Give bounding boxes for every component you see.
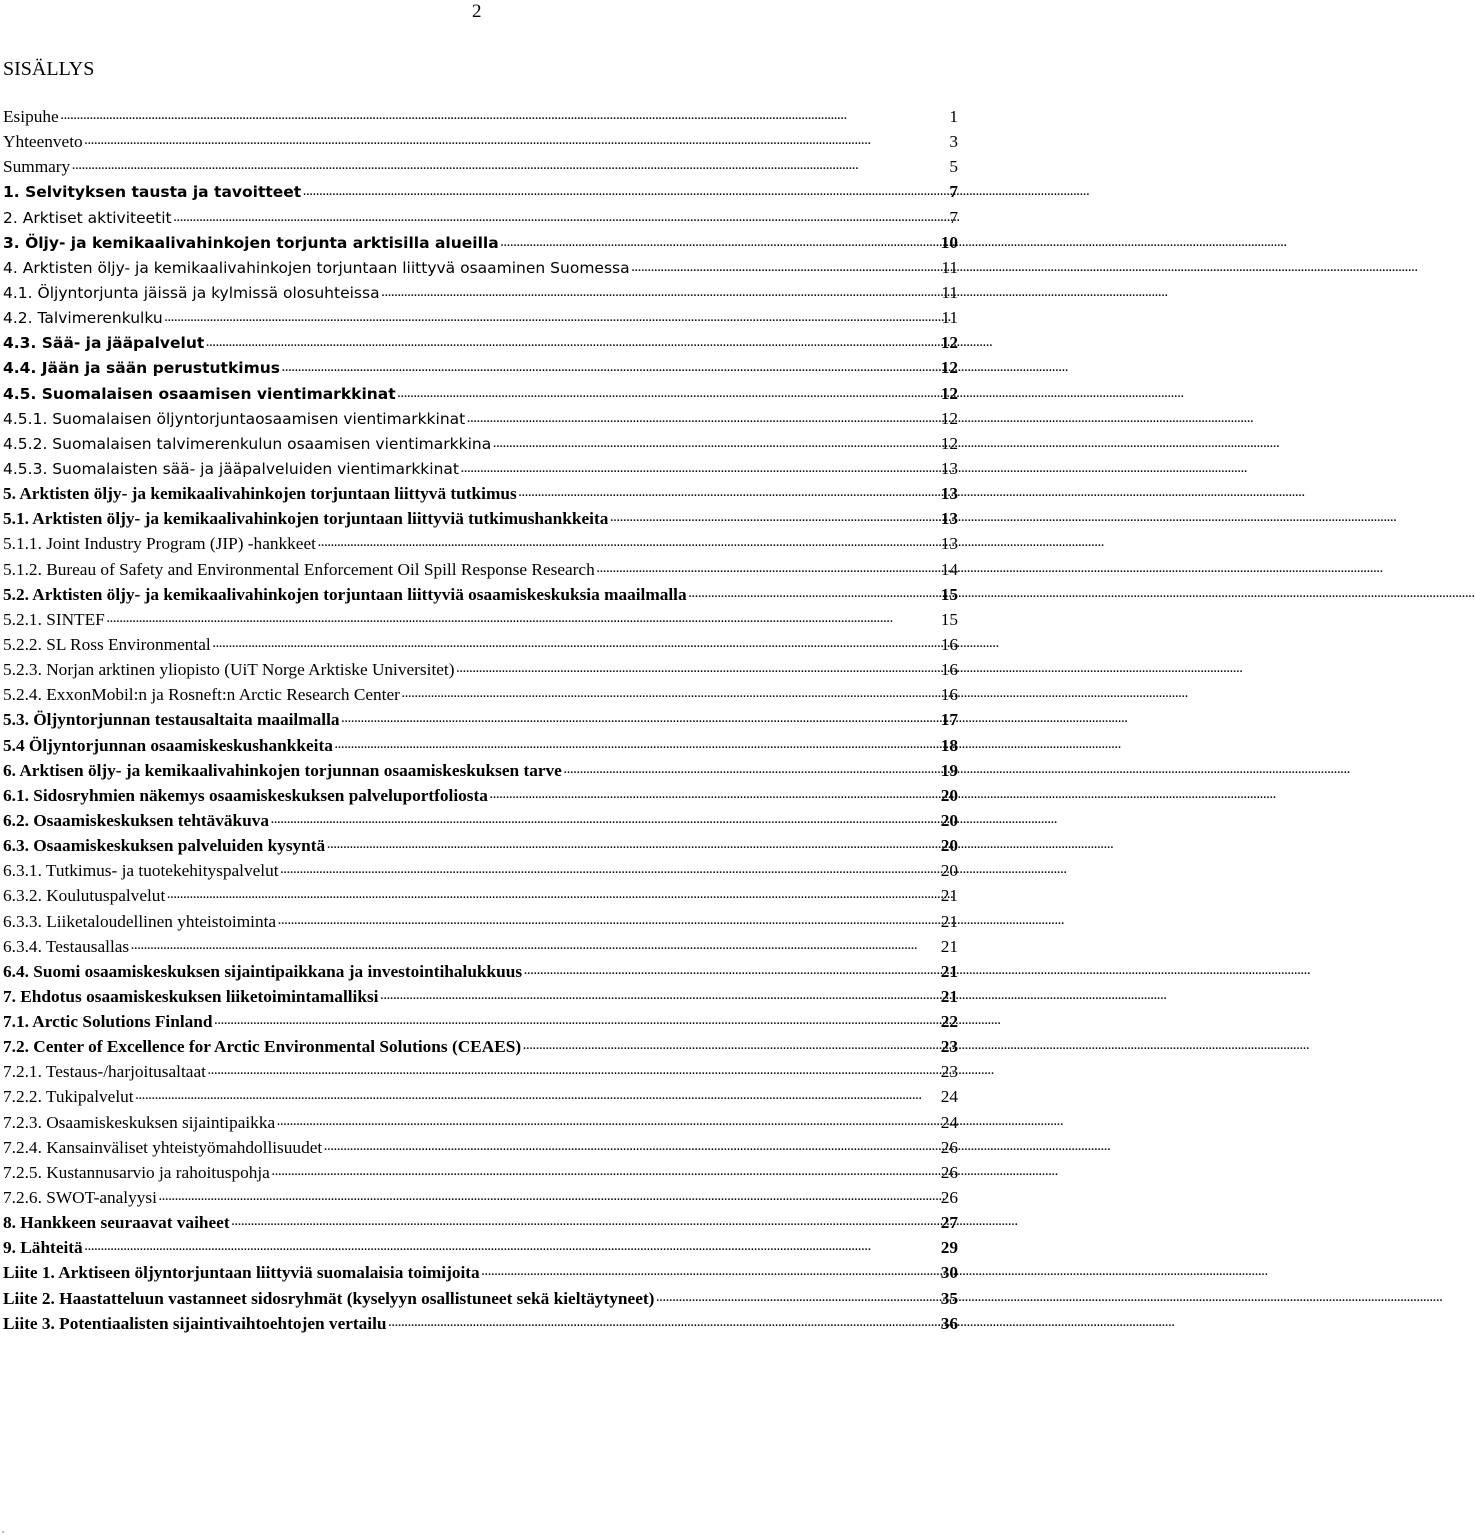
toc-dot-leader	[83, 1235, 896, 1260]
toc-entry-page: 24	[940, 1087, 958, 1107]
toc-entry-page: 16	[940, 685, 958, 705]
toc-entry-label: Liite 2. Haastatteluun vastanneet sidosryhmät (kyselyyn osallistuneet sekä kieltäytyneet)	[3, 1288, 655, 1308]
toc-entry-label: 5.2.4. ExxonMobil:n ja Rosneft:n Arctic Research Center	[3, 685, 400, 705]
toc-heading: SISÄLLYS	[3, 58, 95, 80]
toc-entry[interactable]	[3, 456, 958, 481]
toc-entry[interactable]	[3, 783, 958, 808]
toc-entry[interactable]	[3, 330, 958, 355]
toc-entry[interactable]	[3, 1260, 958, 1285]
toc-entry-label: 7.1. Arctic Solutions Finland	[3, 1012, 213, 1032]
toc-entry-leader	[3, 481, 896, 506]
toc-entry[interactable]	[3, 1160, 958, 1185]
toc-entry-page: 12	[940, 408, 958, 428]
toc-entry-leader	[3, 457, 896, 482]
toc-entry-label: 3. Öljy- ja kemikaalivahinkojen torjunta arktisilla alueilla	[3, 233, 499, 252]
toc-entry-label: 5.2.2. SL Ross Environmental	[3, 634, 211, 654]
toc-entry-label: 7.2. Center of Excellence for Arctic Environmental Solutions (CEAES)	[3, 1037, 522, 1057]
toc-entry-page: 12	[940, 383, 958, 403]
toc-entry-leader	[3, 632, 896, 657]
toc-dot-leader	[134, 1084, 923, 1109]
toc-entry[interactable]	[3, 934, 958, 959]
toc-entry-page: 12	[940, 333, 958, 353]
toc-dot-leader	[499, 231, 1288, 256]
toc-entry-leader	[3, 356, 896, 381]
toc-entry-page: 30	[940, 1263, 958, 1283]
toc-entry-label: Esipuhe	[3, 107, 59, 126]
toc-entry-leader	[3, 256, 896, 281]
toc-dot-leader	[465, 407, 1254, 432]
toc-entry[interactable]	[3, 104, 958, 129]
toc-entry-page: 36	[940, 1313, 958, 1333]
toc-entry-page: 21	[940, 936, 958, 956]
toc-entry-label: 2. Arktiset aktiviteetit	[3, 208, 172, 227]
toc-entry-label: 4.4. Jään ja sään perustutkimus	[3, 359, 281, 378]
toc-entry-label: Liite 1. Arktiseen öljyntorjuntaan liittyviä suomalaisia toimijoita	[3, 1263, 480, 1283]
toc-entry-label: 7.2.3. Osaamiskeskuksen sijaintipaikka	[3, 1112, 276, 1132]
toc-entry[interactable]	[3, 883, 958, 908]
toc-entry[interactable]	[3, 481, 958, 506]
toc-entry-label: 7. Ehdotus osaamiskeskuksen liiketoimintamalliksi	[3, 986, 379, 1006]
toc-entry-page: 26	[940, 1162, 958, 1182]
toc-entry-leader	[3, 883, 896, 908]
toc-dot-leader	[654, 1286, 1443, 1311]
toc-entry-label: 6.1. Sidosryhmien näkemys osaamiskeskuksen palveluportfoliosta	[3, 785, 488, 805]
toc-entry-leader	[3, 959, 896, 984]
toc-entry-leader	[3, 707, 896, 732]
toc-entry[interactable]	[3, 1084, 958, 1109]
toc-entry-label: 6.3.4. Testausallas	[3, 936, 130, 956]
toc-entry-page: 12	[940, 433, 958, 453]
toc-entry[interactable]	[3, 682, 958, 707]
toc-entry-page: 7	[949, 207, 958, 227]
toc-entry-page: 27	[940, 1213, 958, 1233]
toc-entry-page: 22	[940, 1012, 958, 1032]
toc-entry-label: 4.5.2. Suomalaisen talvimerenkulun osaamisen vientimarkkina	[3, 434, 492, 453]
toc-entry-label: 7.2.2. Tukipalvelut	[3, 1087, 134, 1107]
toc-entry-leader	[3, 808, 896, 833]
toc-entry-label: 5.1.2. Bureau of Safety and Environmental Enforcement Oil Spill Response Research	[3, 559, 595, 579]
toc-entry[interactable]	[3, 1210, 958, 1235]
toc-entry-label: 5.1. Arktisten öljy- ja kemikaalivahinkojen torjuntaan liittyviä tutkimushankkeita	[3, 509, 609, 529]
toc-entry-leader	[3, 1034, 896, 1059]
toc-entry[interactable]	[3, 179, 958, 204]
toc-entry-page: 18	[940, 735, 958, 755]
toc-entry-page: 16	[940, 634, 958, 654]
toc-entry-leader	[3, 682, 896, 707]
toc-entry-leader	[3, 934, 896, 959]
toc-dot-leader	[380, 281, 1169, 306]
toc-entry[interactable]	[3, 355, 958, 380]
toc-entry-page: 13	[940, 484, 958, 504]
toc-entry-label: 6.2. Osaamiskeskuksen tehtäväkuva	[3, 810, 269, 830]
toc-entry-page: 23	[940, 1062, 958, 1082]
toc-entry[interactable]	[3, 707, 958, 732]
toc-entry-page: 24	[940, 1112, 958, 1132]
toc-dot-leader	[630, 256, 1419, 281]
toc-entry-page: 16	[940, 660, 958, 680]
toc-entry[interactable]	[3, 557, 958, 582]
toc-entry-page: 3	[949, 132, 958, 152]
toc-entry-page: 23	[940, 1037, 958, 1057]
toc-entry-page: 35	[940, 1288, 958, 1308]
toc-entry[interactable]	[3, 1110, 958, 1135]
toc-entry[interactable]	[3, 632, 958, 657]
toc-entry-leader	[3, 858, 896, 883]
toc-entry-label: 7.2.5. Kustannusarvio ja rahoituspohja	[3, 1162, 270, 1182]
toc-entry-label: Summary	[3, 157, 71, 177]
toc-entry-label: 5.2. Arktisten öljy- ja kemikaalivahinkojen torjuntaan liittyviä osaamiskeskuksia maailmalla	[3, 584, 687, 604]
toc-entry[interactable]	[3, 582, 958, 607]
toc-entry-page: 21	[940, 886, 958, 906]
toc-entry-label: 6.3. Osaamiskeskuksen palveluiden kysyntä	[3, 836, 326, 856]
toc-entry-leader	[3, 382, 896, 407]
toc-entry[interactable]	[3, 531, 958, 556]
toc-entry[interactable]	[3, 984, 958, 1009]
toc-entry-label: 5.4 Öljyntorjunnan osaamiskeskushankkeita	[3, 735, 333, 755]
toc-dot-leader	[172, 206, 961, 231]
toc-entry-page: 11	[941, 282, 958, 302]
toc-dot-leader	[400, 682, 1189, 707]
toc-entry-page: 20	[940, 810, 958, 830]
toc-entry-label: 4.5.1. Suomalaisen öljyntorjuntaosaamisen vientimarkkinat	[3, 409, 466, 428]
toc-entry-leader	[3, 1059, 896, 1084]
toc-entry-leader	[3, 1260, 896, 1285]
toc-entry-page: 20	[940, 836, 958, 856]
toc-entry-leader	[3, 733, 896, 758]
scan-mark	[2, 1531, 4, 1533]
toc-entry[interactable]	[3, 406, 958, 431]
toc-dot-leader	[340, 707, 1129, 732]
toc-dot-leader	[105, 607, 896, 632]
toc-entry-label: 7.2.6. SWOT-analyysi	[3, 1188, 157, 1208]
toc-dot-leader	[204, 331, 993, 356]
toc-entry-leader	[3, 657, 896, 682]
toc-dot-leader	[129, 934, 918, 959]
toc-dot-leader	[301, 180, 1090, 205]
toc-entry-label: Liite 3. Potentiaalisten sijaintivaihtoehtojen vertailu	[3, 1313, 387, 1333]
toc-entry[interactable]	[3, 959, 958, 984]
toc-entry-label: 5.2.1. SINTEF	[3, 609, 105, 629]
toc-entry-label: 4.2. Talvimerenkulku	[3, 309, 163, 328]
toc-entry-label: 6.3.1. Tutkimus- ja tuotekehityspalvelut	[3, 861, 279, 881]
toc-entry-label: 5.3. Öljyntorjunnan testausaltaita maailmalla	[3, 710, 340, 730]
toc-entry-page: 11	[941, 257, 958, 277]
toc-entry-page: 10	[940, 232, 958, 252]
toc-entry-page: 21	[940, 961, 958, 981]
toc-dot-leader	[387, 1311, 1176, 1336]
toc-entry-label: 1. Selvityksen tausta ja tavoitteet	[3, 183, 302, 202]
toc-dot-leader	[488, 783, 1277, 808]
toc-dot-leader	[206, 1059, 995, 1084]
toc-entry-leader	[3, 407, 896, 432]
toc-entry-page: 11	[941, 308, 958, 328]
toc-entry-page: 20	[940, 861, 958, 881]
toc-entry-leader	[3, 306, 896, 331]
toc-entry-page: 13	[940, 509, 958, 529]
table-of-contents	[3, 104, 958, 1336]
toc-entry-label: 7.2.1. Testaus-/harjoitusaltaat	[3, 1062, 206, 1082]
toc-entry-page: 19	[940, 760, 958, 780]
toc-entry[interactable]	[3, 833, 958, 858]
toc-entry-leader	[3, 607, 896, 632]
toc-entry-leader	[3, 582, 896, 607]
toc-entry-leader	[3, 984, 896, 1009]
toc-entry-page: 12	[940, 358, 958, 378]
toc-dot-leader	[459, 457, 1248, 482]
toc-entry-label: 6.3.2. Koulutuspalvelut	[3, 886, 166, 906]
toc-entry-leader	[3, 833, 896, 858]
toc-dot-leader	[687, 582, 1475, 607]
toc-entry[interactable]	[3, 808, 958, 833]
page-number: 2	[472, 1, 482, 22]
toc-entry-label: 4.5. Suomalaisen osaamisen vientimarkkinat	[3, 384, 396, 403]
toc-entry-leader	[3, 1110, 896, 1135]
toc-dot-leader	[491, 432, 1280, 457]
toc-dot-leader	[322, 1135, 1111, 1160]
toc-entry[interactable]	[3, 607, 958, 632]
toc-dot-leader	[608, 506, 1397, 531]
toc-entry-page: 7	[949, 182, 958, 202]
toc-entry-label: 8. Hankkeen seuraavat vaiheet	[3, 1213, 230, 1233]
toc-entry-leader	[3, 1235, 896, 1260]
toc-entry-leader	[3, 783, 896, 808]
toc-entry-leader	[3, 1160, 896, 1185]
toc-dot-leader	[83, 129, 896, 154]
toc-entry[interactable]	[3, 255, 958, 280]
toc-entry-leader	[3, 154, 896, 179]
toc-entry-label: 5. Arktisten öljy- ja kemikaalivahinkojen torjuntaan liittyvä tutkimus	[3, 484, 517, 504]
toc-entry[interactable]	[3, 129, 958, 154]
toc-entry-label: 6.4. Suomi osaamiskeskuksen sijaintipaikkana ja investointihalukkuus	[3, 961, 523, 981]
toc-entry[interactable]	[3, 205, 958, 230]
toc-entry-leader	[3, 1210, 896, 1235]
toc-entry-page: 29	[940, 1238, 958, 1258]
toc-entry[interactable]	[3, 1235, 958, 1260]
toc-entry[interactable]	[3, 154, 958, 179]
toc-entry[interactable]	[3, 381, 958, 406]
toc-entry-leader	[3, 331, 896, 356]
toc-entry-leader	[3, 758, 896, 783]
toc-dot-leader	[480, 1260, 1269, 1285]
toc-entry-leader	[3, 104, 896, 129]
toc-entry-label: 7.2.4. Kansainväliset yhteistyömahdollisuudet	[3, 1137, 323, 1157]
toc-dot-leader	[325, 833, 1114, 858]
toc-entry-leader	[3, 206, 896, 231]
toc-entry-page: 21	[940, 986, 958, 1006]
toc-entry-page: 15	[940, 584, 958, 604]
toc-entry-page: 1	[949, 107, 958, 126]
toc-entry-label: 5.1.1. Joint Industry Program (JIP) -hankkeet	[3, 534, 316, 554]
toc-dot-leader	[396, 382, 1185, 407]
toc-dot-leader	[454, 657, 1243, 682]
toc-entry-page: 21	[940, 911, 958, 931]
toc-entry-leader	[3, 1185, 896, 1210]
toc-entry[interactable]	[3, 657, 958, 682]
toc-entry[interactable]	[3, 506, 958, 531]
toc-entry-label: 5.2.3. Norjan arktinen yliopisto (UiT Norge Arktiske Universitet)	[3, 660, 455, 680]
toc-dot-leader	[59, 104, 896, 129]
toc-entry-page: 15	[940, 609, 958, 629]
toc-entry-leader	[3, 432, 896, 457]
toc-dot-leader	[70, 154, 896, 179]
toc-entry-leader	[3, 129, 896, 154]
toc-entry-page: 13	[940, 458, 958, 478]
toc-entry-label: 6.3.3. Liiketaloudellinen yhteistoiminta	[3, 911, 277, 931]
toc-entry[interactable]	[3, 1009, 958, 1034]
toc-entry[interactable]	[3, 1034, 958, 1059]
toc-entry-leader	[3, 506, 896, 531]
toc-dot-leader	[213, 1009, 1002, 1034]
toc-entry-leader	[3, 281, 896, 306]
toc-entry[interactable]	[3, 230, 958, 255]
toc-entry-leader	[3, 1311, 896, 1336]
toc-entry-leader	[3, 1009, 896, 1034]
toc-entry-leader	[3, 180, 896, 205]
toc-dot-leader	[157, 1185, 946, 1210]
toc-entry[interactable]	[3, 305, 958, 330]
toc-entry-label: 4.1. Öljyntorjunta jäissä ja kylmissä olosuhteissa	[3, 283, 380, 302]
toc-entry-leader	[3, 909, 896, 934]
toc-entry-leader	[3, 231, 896, 256]
toc-entry-page: 26	[940, 1137, 958, 1157]
toc-entry-label: 4.3. Sää- ja jääpalvelut	[3, 334, 205, 353]
toc-entry-label: 6. Arktisen öljy- ja kemikaalivahinkojen torjunnan osaamiskeskuksen tarve	[3, 760, 562, 780]
toc-entry-label: 4.5.3. Suomalaisten sää- ja jääpalveluiden vientimarkkinat	[3, 459, 459, 478]
toc-entry-leader	[3, 1286, 896, 1311]
toc-entry[interactable]	[3, 1311, 958, 1336]
toc-entry[interactable]	[3, 733, 958, 758]
toc-entry[interactable]	[3, 1185, 958, 1210]
toc-entry[interactable]	[3, 1135, 958, 1160]
toc-entry-leader	[3, 557, 896, 582]
toc-entry-label: Yhteenveto	[3, 132, 83, 152]
toc-dot-leader	[378, 984, 1167, 1009]
toc-dot-leader	[333, 733, 1122, 758]
toc-entry[interactable]	[3, 858, 958, 883]
toc-dot-leader	[211, 632, 1000, 657]
toc-entry[interactable]	[3, 1286, 958, 1311]
toc-entry-page: 5	[949, 157, 958, 177]
toc-entry-label: 4. Arktisten öljy- ja kemikaalivahinkojen torjuntaan liittyvä osaaminen Suomessa	[3, 258, 630, 277]
toc-entry-leader	[3, 1135, 896, 1160]
toc-entry-page: 20	[940, 785, 958, 805]
toc-entry-page: 17	[940, 710, 958, 730]
toc-entry-label: 9. Lähteitä	[3, 1238, 83, 1258]
toc-entry[interactable]	[3, 758, 958, 783]
toc-entry-leader	[3, 531, 896, 556]
toc-entry-page: 26	[940, 1188, 958, 1208]
toc-dot-leader	[165, 883, 954, 908]
toc-dot-leader	[316, 531, 1105, 556]
toc-entry[interactable]	[3, 1059, 958, 1084]
toc-entry[interactable]	[3, 909, 958, 934]
toc-entry[interactable]	[3, 431, 958, 456]
toc-dot-leader	[595, 557, 1384, 582]
toc-entry-page: 13	[940, 534, 958, 554]
toc-dot-leader	[163, 306, 952, 331]
toc-entry[interactable]	[3, 280, 958, 305]
toc-entry-leader	[3, 1084, 896, 1109]
toc-entry-page: 14	[940, 559, 958, 579]
